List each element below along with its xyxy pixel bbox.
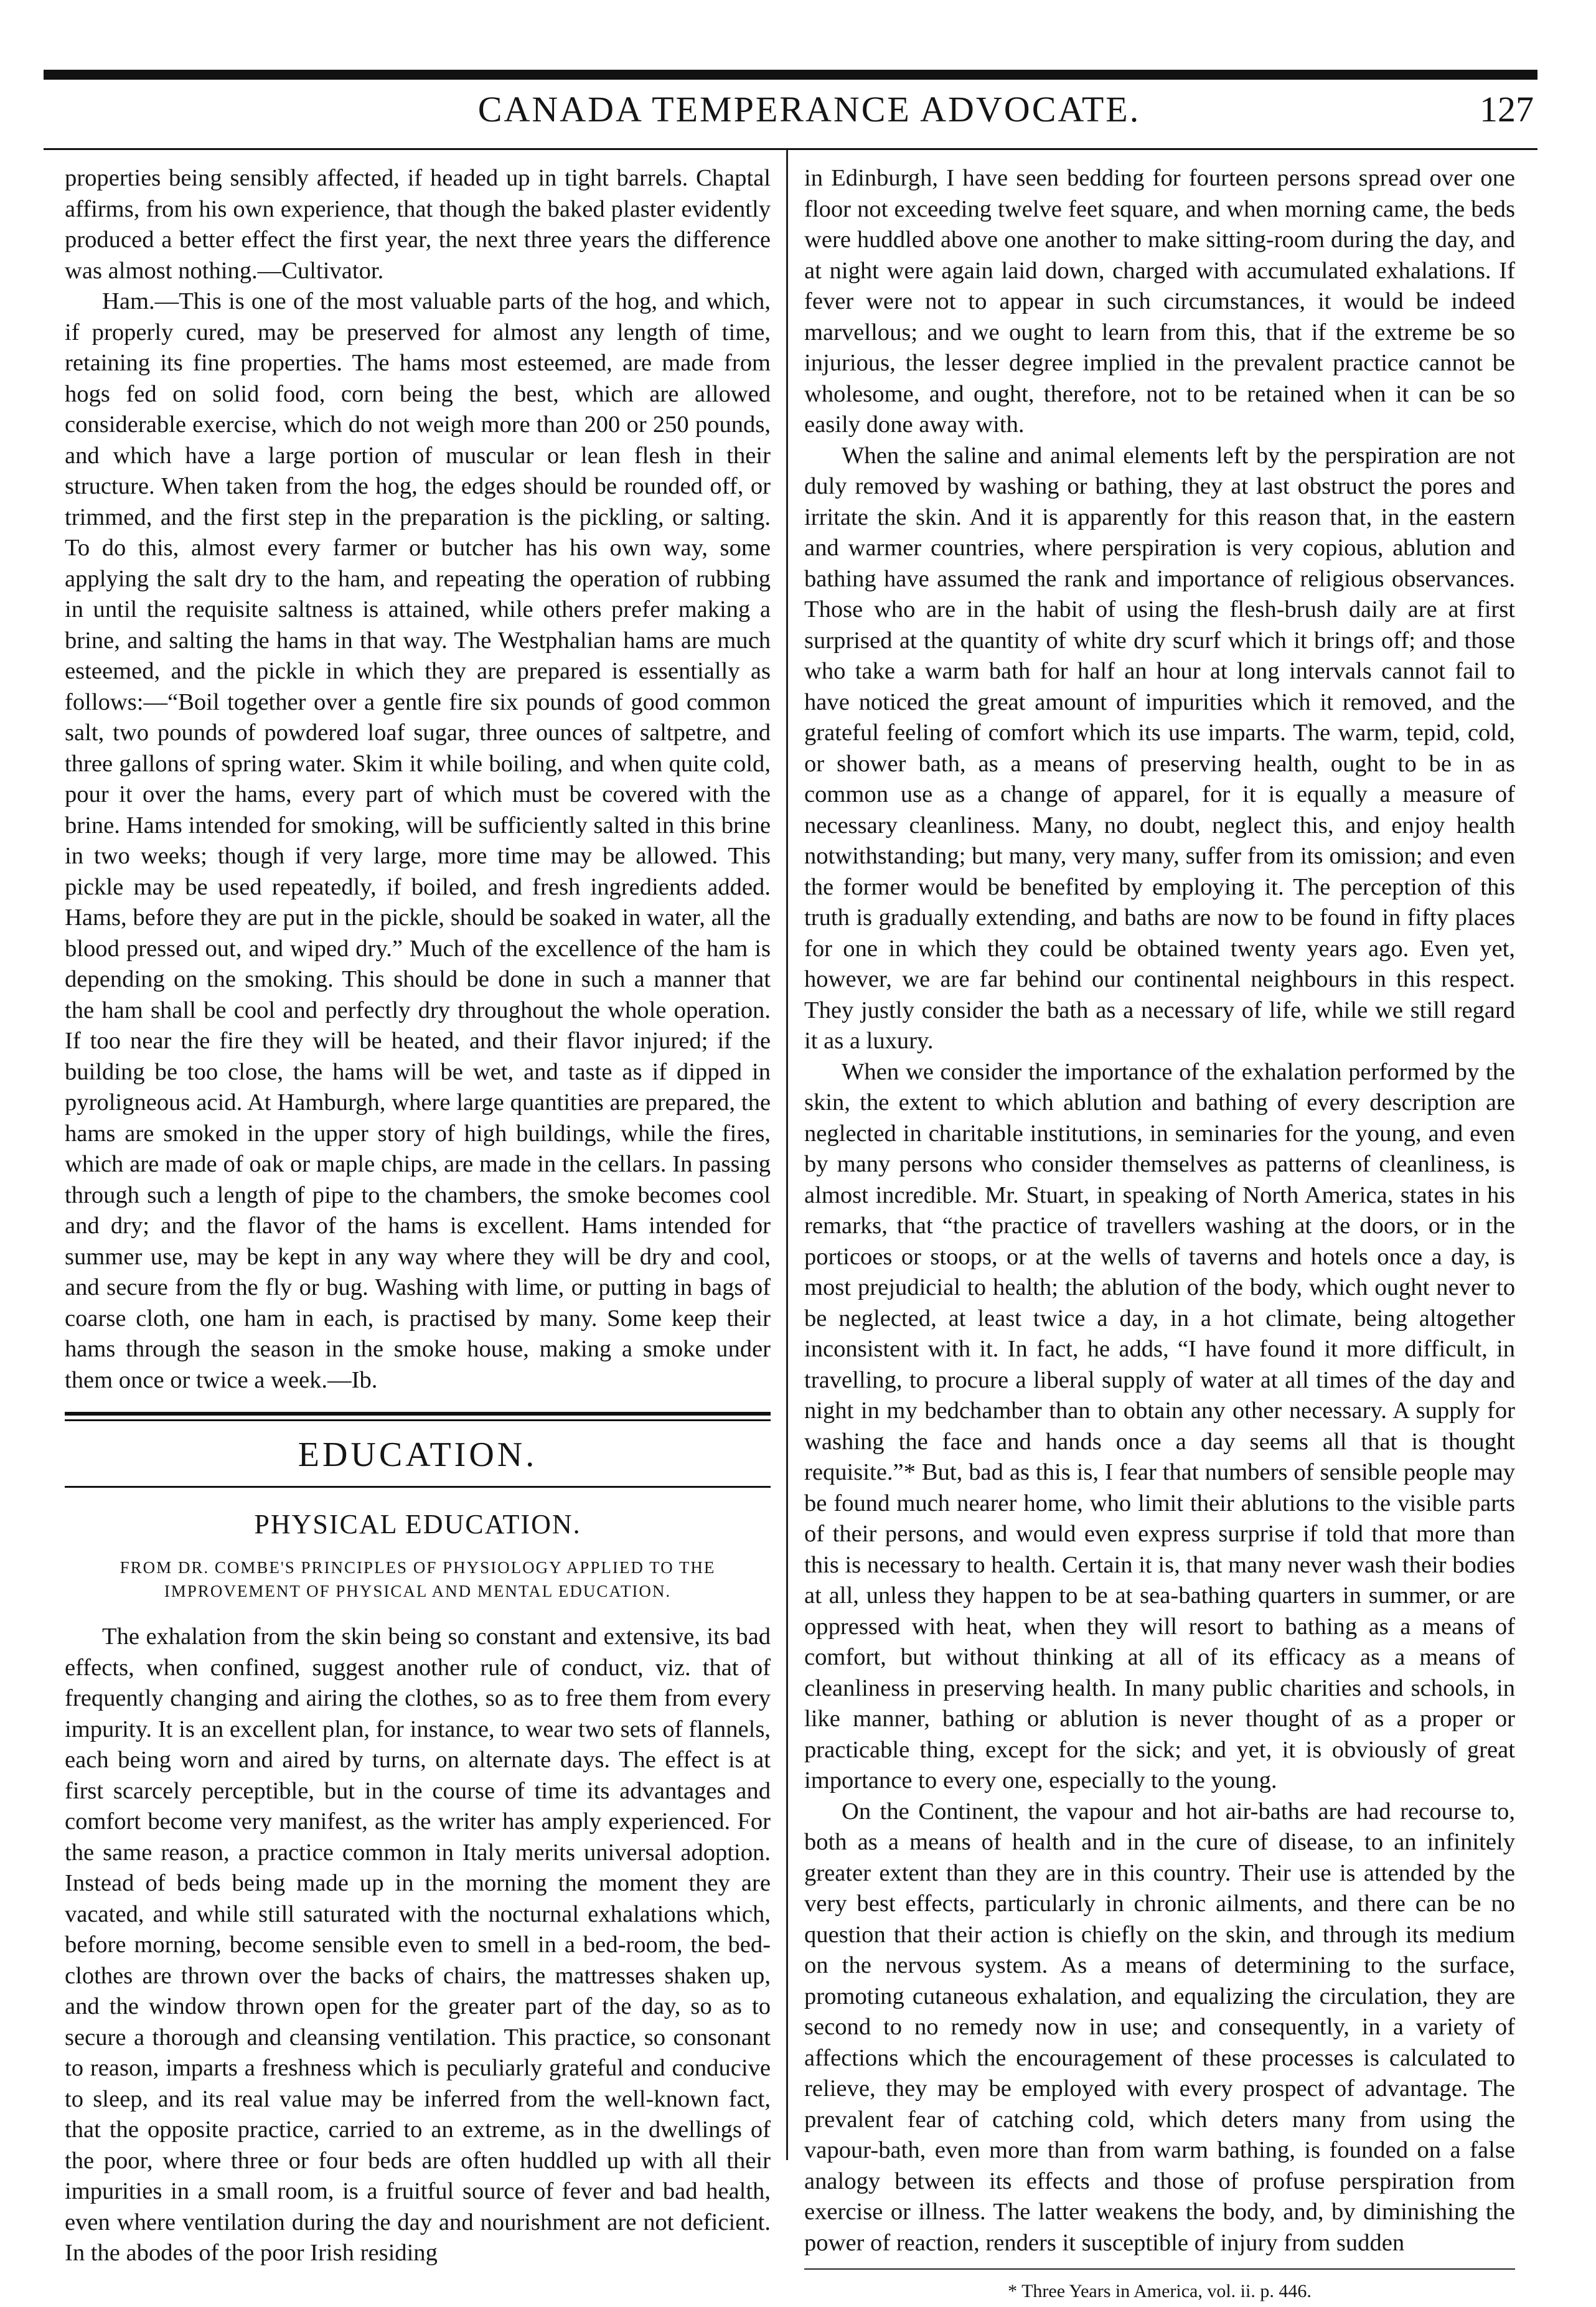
masthead-heavy-rule <box>44 70 1537 80</box>
footnote: * Three Years in America, vol. ii. p. 446. <box>1008 2281 1312 2301</box>
paragraph: Ham.—This is one of the most valuable parts of the hog, and which, if properly cured, may be preserved for almost any length of time, retaining its fine properties. The hams most esteemed, are made from hogs fed on solid food, corn being the best, which are allowed considerable exercise, which do not weigh more than 200 or 250 pounds, and which have a large portion of muscular or lean flesh in their structure. When taken from the hog, the edges should be rounded off, or trimmed, and the first step in the preparation is the pickling, or salting. To do this, almost every farmer or butcher has his own way, some applying the salt dry to the ham, and repeating the operation of rubbing in until the requisite saltness is attained, while others prefer making a brine, and salting the hams in that way. The Westphalian hams are much esteemed, and the pickle in which they are prepared is essentially as follows:—“Boil together over a gentle fire six pounds of good common salt, two pounds of powdered loaf sugar, three ounces of saltpetre, and three gallons of spring water. Skim it while boiling, and when quite cold, pour it over the hams, every part of which must be covered with the brine. Hams intended for smoking, will be sufficiently salted in this brine in two weeks; though if very large, more time may be allowed. This pickle may be used repeatedly, if boiled, and fresh ingredients added. Hams, before they are put in the pickle, should be soaked in water, all the blood pressed out, and wiped dry.” Much of the excellence of the ham is depending on the smoking. This should be done in such a manner that the ham shall be cool and perfectly dry throughout the whole operation. If too near the fire they will be heated, and their flavor injured; if the building be too close, the hams will be wet, and taste as if dipped in pyroligneous acid. At Hamburgh, where large quantities are prepared, the hams are smoked in the upper story of high buildings, while the fires, which are made of oak or maple chips, are made in the cellars. In passing through such a length of pipe to the chambers, the smoke becomes cool and dry; and the flavor of the hams is excellent. Hams intended for summer use, may be kept in any way where they will be dry and cool, and secure from the fly or bug. Washing with lime, or putting in bags of coarse cloth, one ham in each, is practised by many. Some keep their hams through the season in the smoke house, making a smoke under them once or twice a week.—Ib. <box>65 288 771 1393</box>
paragraph: The exhalation from the skin being so constant and extensive, its bad effects, when confined, suggest another rule of conduct, viz. that of frequently changing and airing the clothes, so as to free them from every impurity. It is an excellent plan, for instance, to wear two sets of flannels, each being worn and aired by turns, on alternate days. The effect is at first scarcely perceptible, but in the course of time its advantages and comfort become very manifest, as the writer has amply experienced. For the same reason, a practice common in Italy merits universal adoption. Instead of beds being made up in the morning the moment they are vacated, and while still saturated with the nocturnal exhalations which, before morning, become sensible even to smell in a bed-room, the bed-clothes are thrown over the backs of chairs, the mattresses shaken up, and the window thrown open for the greater part of the day, so as to secure a thorough and cleansing ventilation. This practice, so consonant to reason, imparts a freshness which is peculiarly grateful and conducive to sleep, and its real value may be inferred from the well-known fact, that the opposite practice, carried to an extreme, as in the dwellings of the poor, where three or four beds are often huddled up with all their impurities in a small room, is a fruitful source of fever and bad health, even where ventilation during the day and nourishment are not deficient. In the abodes of the poor Irish residing <box>65 1623 771 2266</box>
paragraph: On the Continent, the vapour and hot air-baths are had recourse to, both as a means of health and in the cure of disease, to an infinitely greater extent than they are in this country. Their use is attended by the very best effects, particularly in chronic ailments, and there can be no question that their action is chiefly on the skin, and through its medium on the nervous system. As a means of determining to the surface, promoting cutaneous exhalation, and equalizing the circulation, they are second to no remedy now in use; and consequently, in a variety of affections which the encouragement of these processes is calculated to relieve, they may be employed with every prospect of advantage. The prevalent fear of catching cold, which deters many from using the vapour-bath, even more than from warm bathing, is founded on a false analogy between its effects and those of profuse perspiration from exercise or illness. The latter weakens the body, and, by diminishing the power of reaction, renders it susceptible of injury from sudden <box>804 1798 1515 2256</box>
section-rule <box>65 1419 771 1421</box>
column-divider <box>786 149 788 2160</box>
left-column <box>65 163 771 2269</box>
paragraph: When the saline and animal elements left by the perspiration are not duly removed by washing or bathing, they at last obstruct the pores and irritate the skin. And it is apparently for this reason that, in the eastern and warmer countries, where perspiration is very copious, ablution and bathing have assumed the rank and importance of religious observances. Those who are in the habit of using the flesh-brush daily are at first surprised at the quantity of white dry scurf which it brings off; and those who take a warm bath for half an hour at long intervals cannot fail to have noticed the great amount of impurities which it removed, and the grateful feeling of comfort which its use imparts. The warm, tepid, cold, or shower bath, as a means of preserving health, ought to be in as common use as a change of apparel, for it is equally a measure of necessary cleanliness. Many, no doubt, neglect this, and enjoy health notwithstanding; but many, very many, suffer from its omission; and even the former would be benefited by employing it. The perception of this truth is gradually extending, and baths are now to be found in fifty places for one in which they could be obtained twenty years ago. Even yet, however, we are far behind our continental neighbours in this respect. They justly consider the bath as a necessary of life, while we still regard it as a luxury. <box>804 442 1515 1054</box>
paragraph: When we consider the importance of the exhalation performed by the skin, the extent to which ablution and bathing of every description are neglected in charitable institutions, in seminaries for the young, and even by many persons who consider themselves as patterns of cleanliness, is almost incredible. Mr. Stuart, in speaking of North America, states in his remarks, that “the practice of travellers washing at the doors, or in the porticoes or stoops, or at the wells of taverns and hotels once a day, is most prejudicial to health; the ablution of the body, which ought never to be neglected, at least twice a day, in a hot climate, being altogether inconsistent with it. In fact, he adds, “I have found it more difficult, in travelling, to procure a liberal supply of water at all times of the day and night in my bedchamber than to obtain any other necessary. A supply for washing the face and hands once a day seems all that is thought requisite.”* But, bad as this is, I fear that numbers of sensible people may be found much nearer home, who limit their ablutions to the visible parts of their persons, and would even express surprise if told that more than this is necessary to health. Certain it is, that many never wash their bodies at all, unless they happen to be at sea-bathing quarters in summer, or are oppressed with heat, when they will resort to bathing as a means of comfort, but without thinking at all of its efficacy as a means of cleanliness in preserving health. In many public charities and schools, in like manner, bathing or ablution is never thought of as a proper or practicable thing, except for the sick; and yet, it is obviously of great importance to every one, especially to the young. <box>804 1058 1515 1793</box>
masthead-thin-rule <box>44 148 1537 150</box>
paragraph: properties being sensibly affected, if headed up in tight barrels. Chaptal affirms, from his own experience, that though the baked plaster evidently produced a better effect the first year, the next three years the difference was almost nothing.—Cultivator. <box>65 165 771 284</box>
footnote-rule <box>804 2268 1515 2270</box>
section-rule <box>65 1486 771 1488</box>
paragraph: in Edinburgh, I have seen bedding for fourteen persons spread over one floor not exceeding twelve feet square, and when morning came, the beds were huddled above one another to make sitting-room during the day, and at night were again laid down, charged with accumulated exhalations. If fever were not to appear in such circumstances, it would be indeed marvellous; and we ought to learn from this, that if the extreme be so injurious, the lesser degree implied in the prevalent practice cannot be wholesome, and ought, therefore, not to be retained when it can be so easily done away with. <box>804 165 1515 438</box>
section-title: EDUCATION. <box>298 1435 538 1474</box>
section-rule <box>65 1412 771 1416</box>
masthead-title: CANADA TEMPERANCE ADVOCATE. <box>477 89 1141 129</box>
article-title: PHYSICAL EDUCATION. <box>254 1508 581 1539</box>
right-column <box>804 163 1515 2307</box>
article-source: FROM DR. COMBE'S PRINCIPLES OF PHYSIOLOGY APPLIED TO THE IMPROVEMENT OF PHYSICAL AND MENTAL EDUCATION. <box>120 1558 716 1600</box>
page-number: 127 <box>1480 89 1534 129</box>
